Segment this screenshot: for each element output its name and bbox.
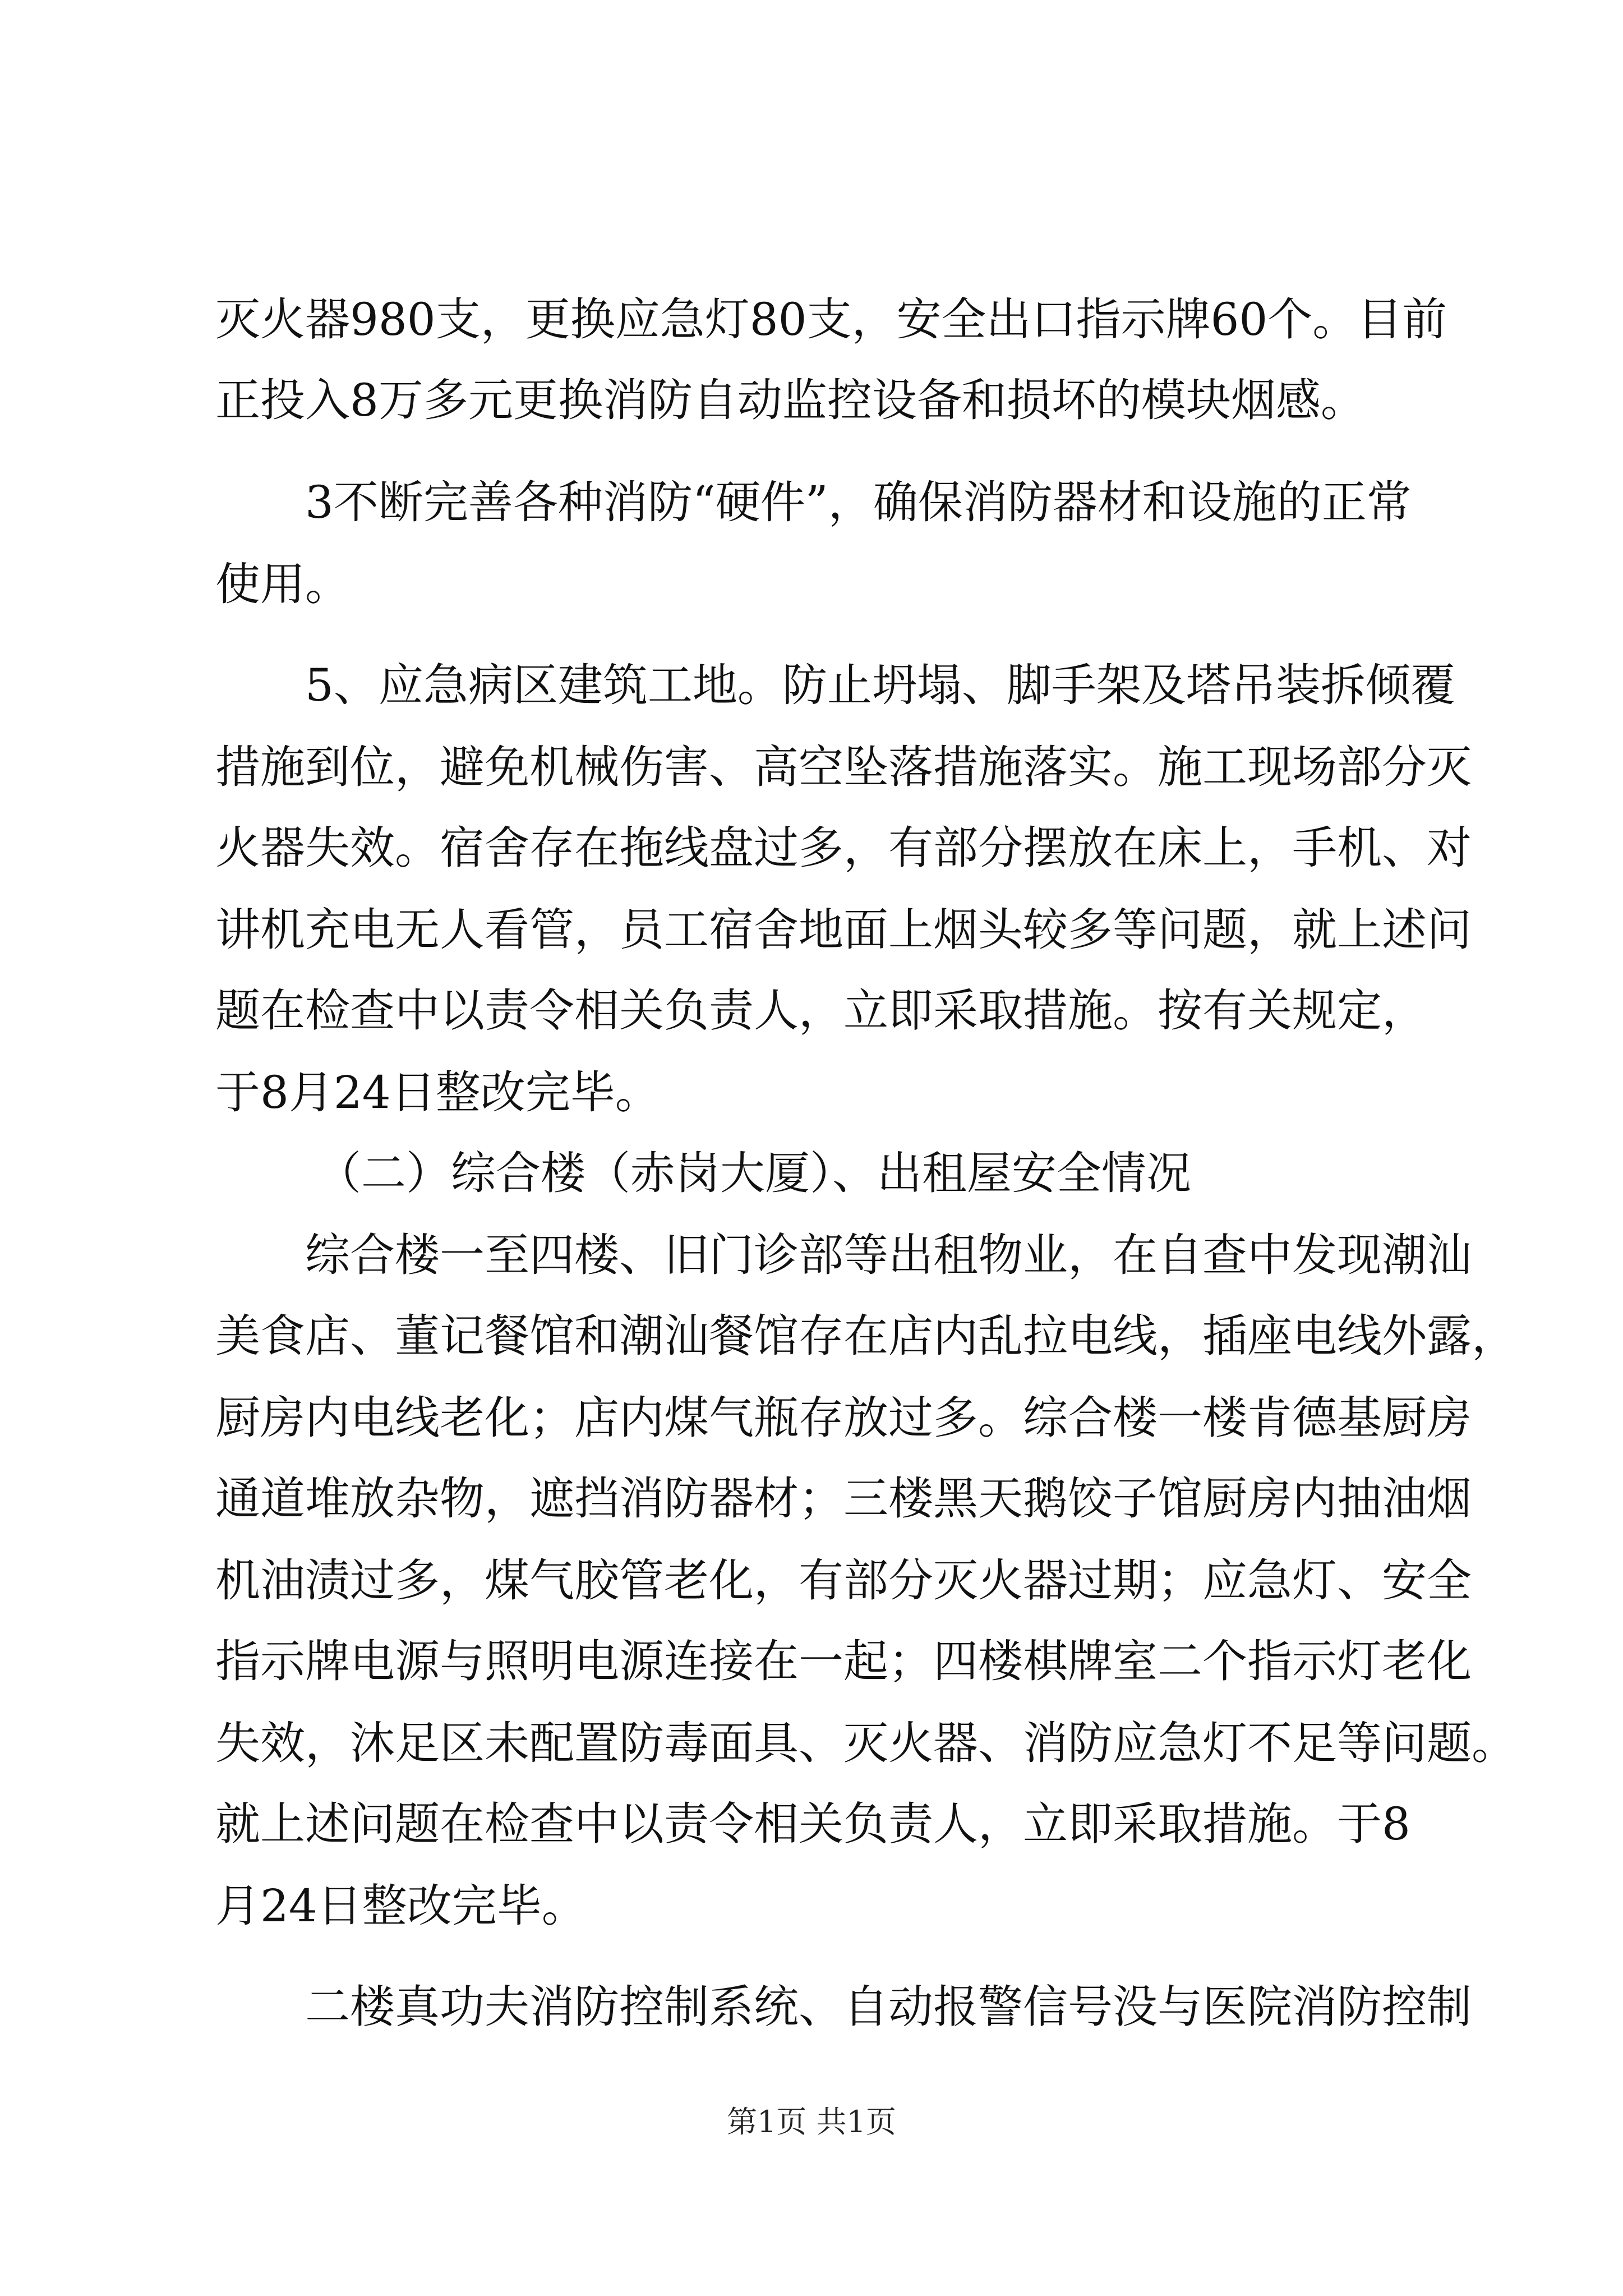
text-line: 指示牌电源与照明电源连接在一起；四楼棋牌室二个指示灯老化: [215, 1635, 1472, 1687]
text-line: 月24日整改完毕。: [215, 1880, 587, 1932]
text-line: 3不断完善各种消防“硬件”，确保消防器材和设施的正常: [305, 476, 1412, 528]
text-line: 讲机充电无人看管，员工宿舍地面上烟头较多等问题，就上述问: [215, 904, 1472, 956]
section-heading: （二）综合楼（赤岗大厦）、出租屋安全情况: [316, 1147, 1191, 1199]
text-line: 通道堆放杂物，遮挡消防器材；三楼黑天鹅饺子馆厨房内抽油烟: [215, 1473, 1472, 1525]
text-line: 使用。: [215, 558, 350, 610]
text-line: 机油渍过多，煤气胶管老化，有部分灭火器过期；应急灯、安全: [215, 1554, 1472, 1607]
text-line: 灭火器980支，更换应急灯80支，安全出口指示牌60个。目前: [215, 293, 1447, 346]
text-line: 于8月24日整改完毕。: [215, 1066, 660, 1119]
text-line: 厨房内电线老化；店内煤气瓶存放过多。综合楼一楼肯德基厨房: [215, 1392, 1472, 1444]
text-line: 火器失效。宿舍存在拖线盘过多，有部分摆放在床上，手机、对: [215, 822, 1472, 874]
text-line: 二楼真功夫消防控制系统、自动报警信号没与医院消防控制: [305, 1981, 1472, 2033]
text-line: 题在检查中以责令相关负责人，立即采取措施。按有关规定，: [215, 984, 1427, 1037]
text-line: 措施到位，避免机械伤害、高空坠落措施落实。施工现场部分灭: [215, 741, 1472, 793]
text-line: 5、应急病区建筑工地。防止坍塌、脚手架及塔吊装拆倾覆: [305, 659, 1455, 711]
text-line: 正投入8万多元更换消防自动监控设备和损坏的模块烟感。: [215, 374, 1366, 426]
page-footer: 第1页 共1页: [727, 2104, 896, 2139]
text-line: 就上述问题在检查中以责令相关负责人，立即采取措施。于8: [215, 1798, 1410, 1850]
text-line: 失效，沐足区未配置防毒面具、灭火器、消防应急灯不足等问题。: [215, 1717, 1516, 1769]
text-line: 综合楼一至四楼、旧门诊部等出租物业，在自查中发现潮汕: [305, 1229, 1472, 1281]
text-line: 美食店、董记餐馆和潮汕餐馆存在店内乱拉电线，插座电线外露，: [215, 1310, 1516, 1362]
